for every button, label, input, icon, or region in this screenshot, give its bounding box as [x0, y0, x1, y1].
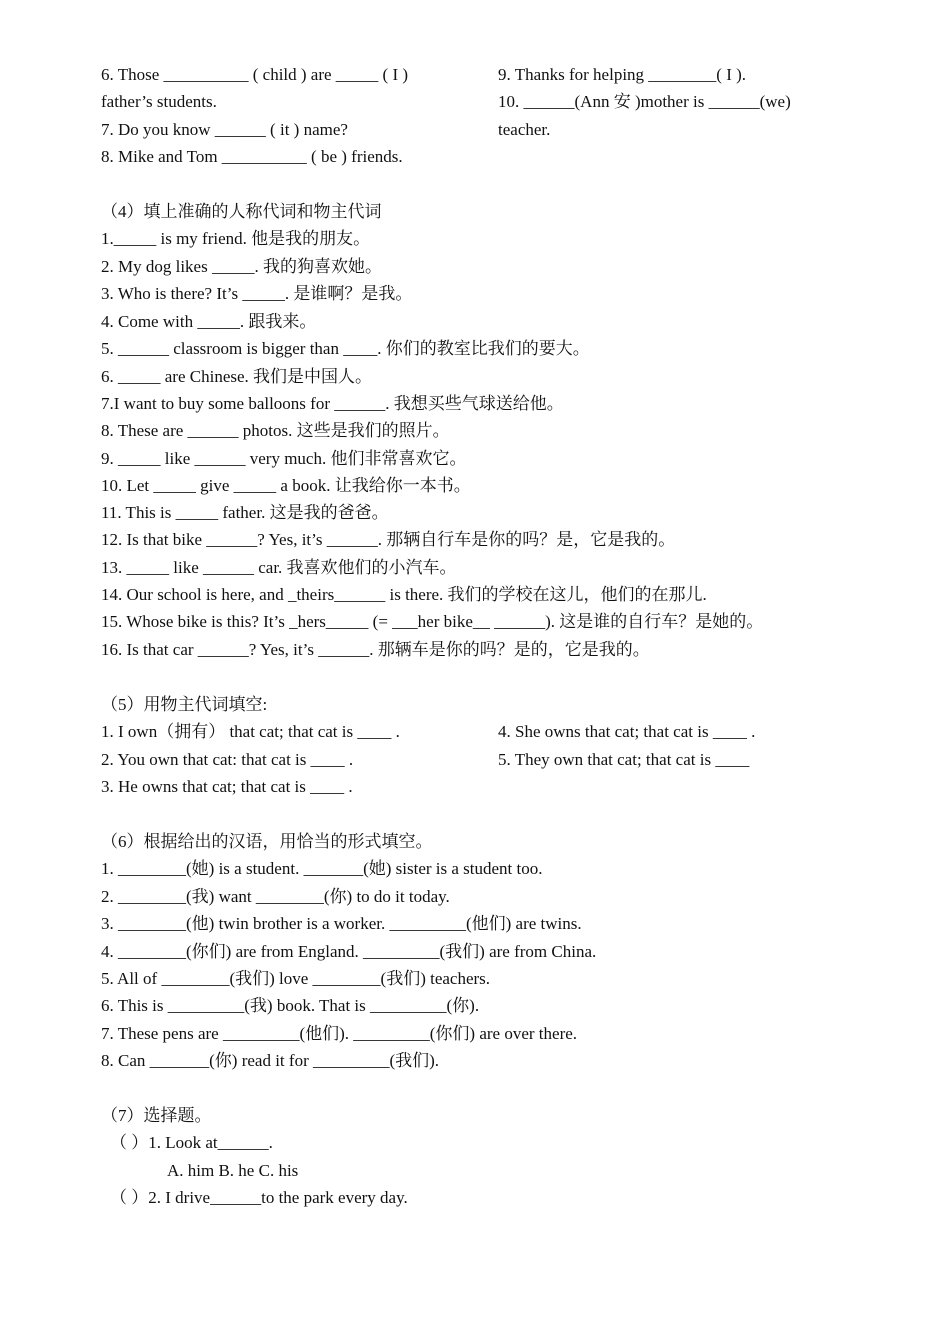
section-heading: （5）用物主代词填空: — [101, 695, 268, 714]
exercise-line: 8. Mike and Tom __________ ( be ) friends. — [101, 147, 403, 166]
exercise-line: 10. ______(Ann 安 )mother is ______(we) — [498, 92, 791, 111]
exercise-line: 6. _____ are Chinese. 我们是中国人。 — [101, 367, 373, 386]
exercise-line: 1. ________(她) is a student. _______(她) sister is a student too. — [101, 859, 543, 878]
exercise-line: 12. Is that bike ______? Yes, it’s ______. 那辆自行车是你的吗？是，它是我的。 — [101, 530, 676, 549]
exercise-line: 5. They own that cat; that cat is ____ — [498, 750, 750, 769]
choice-options: A. him B. he C. his — [167, 1161, 299, 1180]
exercise-line: 4. Come with _____. 跟我来。 — [101, 312, 317, 331]
exercise-line: 8. Can _______(你) read it for _________(我们). — [101, 1051, 440, 1070]
exercise-line: 5. ______ classroom is bigger than ____. 你们的教室比我们的要大。 — [101, 339, 590, 358]
exercise-line: 14. Our school is here, and _theirs______ is there. 我们的学校在这儿，他们的在那儿. — [101, 585, 707, 604]
exercise-line: 7. These pens are _________(他们). _________(你们) are over there. — [101, 1024, 578, 1043]
exercise-line: 3. He owns that cat; that cat is ____ . — [101, 777, 353, 796]
exercise-line: 11. This is _____ father. 这是我的爸爸。 — [101, 503, 389, 522]
exercise-line: 8. These are ______ photos. 这些是我们的照片。 — [101, 421, 450, 440]
exercise-line: 15. Whose bike is this? It’s _hers_____ (= ___her bike__ ______). 这是谁的自行车？是她的。 — [101, 612, 764, 631]
exercise-line: 16. Is that car ______? Yes, it’s ______. 那辆车是你的吗？是的，它是我的。 — [101, 640, 650, 659]
exercise-line: 3. ________(他) twin brother is a worker. _________(他们) are twins. — [101, 914, 582, 933]
exercise-line: 1._____ is my friend. 他是我的朋友。 — [101, 229, 371, 248]
exercise-line: 9. _____ like ______ very much. 他们非常喜欢它。 — [101, 449, 467, 468]
exercise-line: 6. This is _________(我) book. That is _________(你). — [101, 996, 480, 1015]
exercise-line: 7.I want to buy some balloons for ______. 我想买些气球送给他。 — [101, 394, 564, 413]
exercise-line: 2. You own that cat: that cat is ____ . — [101, 750, 354, 769]
exercise-line: teacher. — [498, 120, 551, 139]
choice-question: （ ）1. Look at______. — [110, 1133, 273, 1152]
exercise-line: 9. Thanks for helping ________( I ). — [498, 65, 747, 84]
exercise-line: 4. She owns that cat; that cat is ____ . — [498, 722, 756, 741]
exercise-line: 6. Those __________ ( child ) are _____ ( I ) — [101, 65, 409, 84]
exercise-line: 4. ________(你们) are from England. _________(我们) are from China. — [101, 942, 597, 961]
exercise-line: 1. I own（拥有） that cat; that cat is ____ . — [101, 722, 400, 741]
section-heading: （4）填上准确的人称代词和物主代词 — [101, 202, 382, 221]
section-heading: （7）选择题。 — [101, 1106, 212, 1125]
section-heading: （6）根据给出的汉语，用恰当的形式填空。 — [101, 832, 433, 851]
exercise-line: 13. _____ like ______ car. 我喜欢他们的小汽车。 — [101, 558, 457, 577]
exercise-line: 3. Who is there? It’s _____. 是谁啊？是我。 — [101, 284, 413, 303]
exercise-line: 10. Let _____ give _____ a book. 让我给你一本书。 — [101, 476, 471, 495]
exercise-line: father’s students. — [101, 92, 217, 111]
exercise-line: 5. All of ________(我们) love ________(我们) teachers. — [101, 969, 491, 988]
exercise-line: 2. ________(我) want ________(你) to do it today. — [101, 887, 450, 906]
choice-question: （ ）2. I drive______to the park every day. — [110, 1188, 408, 1207]
exercise-line: 7. Do you know ______ ( it ) name? — [101, 120, 348, 139]
exercise-line: 2. My dog likes _____. 我的狗喜欢她。 — [101, 257, 382, 276]
